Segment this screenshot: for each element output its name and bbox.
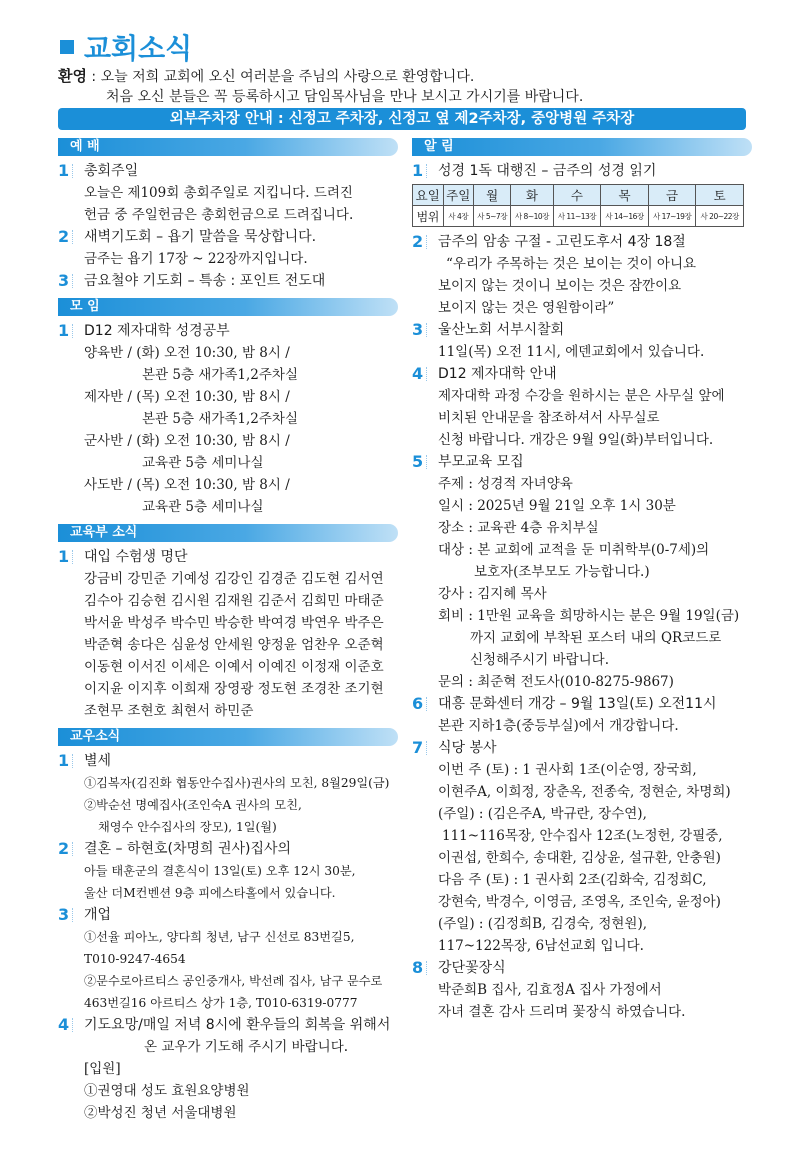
item-title: 울산노회 서부시찰회 <box>438 322 565 338</box>
worship-item-1 <box>58 160 398 226</box>
table-cell: 수 <box>553 185 601 206</box>
item-number: 8 <box>412 958 424 977</box>
members-death <box>58 750 398 838</box>
item-number: 4 <box>412 364 424 383</box>
table-cell: 사 5~7장 <box>474 206 511 227</box>
worship-item-3 <box>58 270 398 292</box>
item-title: 총회주일 <box>84 163 139 179</box>
item-number: 1 <box>58 161 70 180</box>
item-number: 4 <box>58 1015 70 1034</box>
item-number: 1 <box>58 321 70 340</box>
item-title: 별세 <box>84 753 112 769</box>
table-cell: 사 4장 <box>443 206 474 227</box>
item-line: 신청 바랍니다. 개강은 9월 9일(화)부터입니다. <box>438 432 714 448</box>
members-opening <box>58 904 398 1014</box>
item-line: 본관 5층 새가족1,2주차실 <box>142 411 299 427</box>
item-line: 자녀 결혼 감사 드리며 꽃장식 하였습니다. <box>438 1004 686 1020</box>
table-cell: 화 <box>511 185 553 206</box>
item-line: 채영수 안수집사의 장모), 1일(월) <box>98 820 277 834</box>
item-line: ①권영대 성도 효원요양병원 <box>84 1083 250 1099</box>
welcome-message <box>58 66 778 107</box>
table-cell: 토 <box>696 185 744 206</box>
item-number: 3 <box>412 320 424 339</box>
item-title: 새벽기도회 – 욥기 말씀을 묵상합니다. <box>84 229 317 245</box>
item-line: 주제 : 성경적 자녀양육 <box>438 476 573 492</box>
meeting-item-1 <box>58 320 398 518</box>
item-line: 117~122목장, 6남선교회 입니다. <box>438 938 644 954</box>
item-line: 문의 : 최준혁 전도사(010-8275-9867) <box>438 674 674 690</box>
item-line: 강현숙, 박경수, 이영금, 조영옥, 조인숙, 윤정아) <box>438 894 721 910</box>
item-line: 강사 : 김지혜 목사 <box>438 586 547 602</box>
item-title: 대흥 문화센터 개강 <box>438 696 556 712</box>
item-title: 기도요망/매일 저녁 8시에 환우들의 회복을 위해서 <box>84 1017 391 1033</box>
item-line: 울산 더M컨벤션 9층 피에스타홀에서 있습니다. <box>84 886 336 900</box>
item-line: 아들 태훈군의 결혼식이 13일(토) 오후 12시 30분, <box>84 864 356 878</box>
student-names-line: 조현무 조현호 최현서 하민준 <box>84 703 254 719</box>
item-line: 오늘은 제109회 총회주일로 지킵니다. 드려진 <box>84 185 353 201</box>
item-line: 군사반 / (화) 오전 10:30, 밤 8시 / <box>84 433 290 449</box>
members-prayer <box>58 1014 398 1124</box>
table-cell: 요일 <box>413 185 444 206</box>
notice-memory-verse <box>412 231 752 319</box>
item-line: 장소 : 교육관 4층 유치부실 <box>438 520 599 536</box>
item-title-rest: – 9월 13일(토) 오전11시 <box>555 696 717 712</box>
table-cell: 목 <box>601 185 649 206</box>
item-line: 금주는 욥기 17장 ~ 22장까지입니다. <box>84 251 308 267</box>
table-header-row <box>413 185 744 206</box>
verse-line: 보이지 않는 것은 영원함이라” <box>438 300 615 316</box>
members-heading: 교우소식 <box>58 728 398 746</box>
members-wedding <box>58 838 398 904</box>
item-number: 3 <box>58 271 70 290</box>
item-line: 박준희B 집사, 김효정A 집사 가정에서 <box>438 982 662 998</box>
item-number: 2 <box>412 232 424 251</box>
student-names-line: 이지윤 이지후 이희재 장영광 정도현 조경찬 조기현 <box>84 681 384 697</box>
notice-presbytery <box>412 319 752 363</box>
item-line: 대상 : 본 교회에 교적을 둔 미취학부(0-7세)의 <box>438 542 710 558</box>
education-item-1 <box>58 546 398 722</box>
item-number: 1 <box>58 751 70 770</box>
item-line: 이현주A, 이희정, 장춘옥, 전종숙, 정현순, 차명희) <box>438 784 731 800</box>
item-title: 강단꽃장식 <box>438 960 506 976</box>
education-heading: 교육부 소식 <box>58 524 398 542</box>
item-line: 교육관 5층 세미나실 <box>142 499 264 515</box>
student-names-line: 강금비 강민준 기예성 김강인 김경준 김도현 김서연 <box>84 571 384 587</box>
worship-heading: 예 배 <box>58 138 398 156</box>
notice-parents <box>412 451 752 693</box>
item-line: 양육반 / (화) 오전 10:30, 밤 8시 / <box>84 345 290 361</box>
table-cell: 금 <box>648 185 696 206</box>
student-names-line: 이동현 이서진 이세은 이예서 이예진 이정재 이준호 <box>84 659 384 675</box>
left-column <box>58 138 398 1124</box>
welcome-line-1: : 오늘 저희 교회에 오신 여러분을 주님의 사랑으로 환영합니다. <box>86 69 475 85</box>
item-line: T010-9247-4654 <box>84 952 186 966</box>
student-names-line: 박준혁 송다은 심윤성 안세원 양정윤 엄찬우 오준혁 <box>84 637 384 653</box>
item-line: 다음 주 (토) : 1 권사회 2조(김화숙, 김정희C, <box>438 872 707 888</box>
item-number: 2 <box>58 227 70 246</box>
table-cell: 주일 <box>443 185 474 206</box>
item-line: 헌금 중 주일헌금은 총회헌금으로 드려집니다. <box>84 207 354 223</box>
title-square-icon <box>60 40 74 54</box>
item-title: D12 제자대학 안내 <box>438 366 557 382</box>
item-line: 보호자(조부모도 가능합니다.) <box>474 564 650 580</box>
item-line: 사도반 / (목) 오전 10:30, 밤 8시 / <box>84 477 290 493</box>
welcome-label: 환영 <box>58 67 87 85</box>
item-number: 1 <box>58 547 70 566</box>
table-cell: 사 14~16장 <box>601 206 649 227</box>
item-line: 비치된 안내문을 참조하셔서 사무실로 <box>438 410 660 426</box>
item-number: 5 <box>412 452 424 471</box>
verse-line: “우리가 주목하는 것은 보이는 것이 아니요 <box>446 256 697 272</box>
item-number: 6 <box>412 694 424 713</box>
notice-culture-center <box>412 693 752 737</box>
notice-reading <box>412 160 752 182</box>
notice-flowers <box>412 957 752 1023</box>
table-cell: 사 17~19장 <box>648 206 696 227</box>
item-line: (주일) : (김은주A, 박규란, 장수연), <box>438 806 647 822</box>
table-row <box>413 206 744 227</box>
item-line: 본관 5층 새가족1,2주차실 <box>142 367 299 383</box>
item-line: 463번길16 아르티스 상가 1층, T010-6319-0777 <box>84 996 358 1010</box>
item-title: 성경 1독 대행진 – 금주의 성경 읽기 <box>438 163 657 179</box>
item-line: 까지 교회에 부착된 포스터 내의 QR코드로 <box>470 630 722 646</box>
hospital-label: [입원] <box>84 1061 121 1077</box>
item-line: 제자반 / (목) 오전 10:30, 밤 8시 / <box>84 389 290 405</box>
item-line: 111~116목장, 안수집사 12조(노정헌, 강필중, <box>442 828 723 844</box>
item-line: ②박순선 명예집사(조인숙A 권사의 모친, <box>84 798 302 812</box>
page-title <box>60 28 192 66</box>
item-line: 일시 : 2025년 9월 21일 오후 1시 30분 <box>438 498 676 514</box>
bible-reading-table <box>412 184 744 227</box>
item-line: 11일(목) 오전 11시, 에덴교회에서 있습니다. <box>438 344 705 360</box>
notice-d12 <box>412 363 752 451</box>
item-title: 금요철야 기도회 – 특송 : 포인트 전도대 <box>84 273 326 289</box>
item-number: 1 <box>412 161 424 180</box>
verse-line: 보이지 않는 것이니 보이는 것은 잠깐이요 <box>438 278 682 294</box>
welcome-line-2: 처음 오신 분들은 꼭 등록하시고 담임목사님을 만나 보시고 가시기를 바랍니다. <box>106 89 584 105</box>
item-line: 교육관 5층 세미나실 <box>142 455 264 471</box>
item-title: 금주의 암송 구절 - 고린도후서 4장 18절 <box>438 234 686 250</box>
table-cell: 사 11~13장 <box>553 206 601 227</box>
table-cell: 범위 <box>413 206 444 227</box>
item-title: 식당 봉사 <box>438 740 497 756</box>
item-line: ②박성진 청년 서울대병원 <box>84 1105 237 1121</box>
student-names-line: 김수아 김승현 김시원 김재원 김준서 김희민 마태준 <box>84 593 384 609</box>
item-line: 이번 주 (토) : 1 권사회 1조(이순영, 장국희, <box>438 762 697 778</box>
item-number: 7 <box>412 738 424 757</box>
worship-item-2 <box>58 226 398 270</box>
right-column <box>412 138 752 1023</box>
table-cell: 월 <box>474 185 511 206</box>
item-line: 신청해주시기 바랍니다. <box>470 652 609 668</box>
item-title: 부모교육 모집 <box>438 454 524 470</box>
item-line: 이권섭, 한희수, 송대환, 김상윤, 설규환, 안충원) <box>438 850 721 866</box>
item-line: ②문수로아르티스 공인중개사, 박선례 집사, 남구 문수로 <box>84 974 383 988</box>
item-line: 본관 지하1층(중등부실)에서 개강합니다. <box>438 718 679 734</box>
item-number: 2 <box>58 839 70 858</box>
item-line: ①김복자(김진화 협동안수집사)권사의 모친, 8월29일(금) <box>84 776 390 790</box>
meeting-heading: 모 임 <box>58 298 398 316</box>
item-title: 개업 <box>84 907 112 923</box>
parking-banner: 외부주차장 안내 : 신정고 주차장, 신정고 옆 제2주차장, 중앙병원 주차장 <box>58 108 746 130</box>
student-names-line: 박서윤 박성주 박수민 박승한 박여경 박연우 박주은 <box>84 615 384 631</box>
page-title-text: 교회소식 <box>84 32 193 65</box>
table-cell: 사 8~10장 <box>511 206 553 227</box>
item-title: 대입 수험생 명단 <box>84 549 188 565</box>
item-line: 제자대학 과정 수강을 원하시는 분은 사무실 앞에 <box>438 388 725 404</box>
item-line: (주일) : (김정희B, 김경숙, 정현원), <box>438 916 648 932</box>
notice-heading: 알 림 <box>412 138 752 156</box>
item-title: D12 제자대학 성경공부 <box>84 323 230 339</box>
notice-dining-service <box>412 737 752 957</box>
item-number: 3 <box>58 905 70 924</box>
item-line: 온 교우가 기도해 주시기 바랍니다. <box>144 1039 349 1055</box>
item-title: 결혼 – 하현호(차명희 권사)집사의 <box>84 841 292 857</box>
table-cell: 사 20~22장 <box>696 206 744 227</box>
item-line: ①선율 피아노, 양다희 청년, 남구 신선로 83번길5, <box>84 930 355 944</box>
item-line: 회비 : 1만원 교육을 희망하시는 분은 9월 19일(금) <box>438 608 740 624</box>
